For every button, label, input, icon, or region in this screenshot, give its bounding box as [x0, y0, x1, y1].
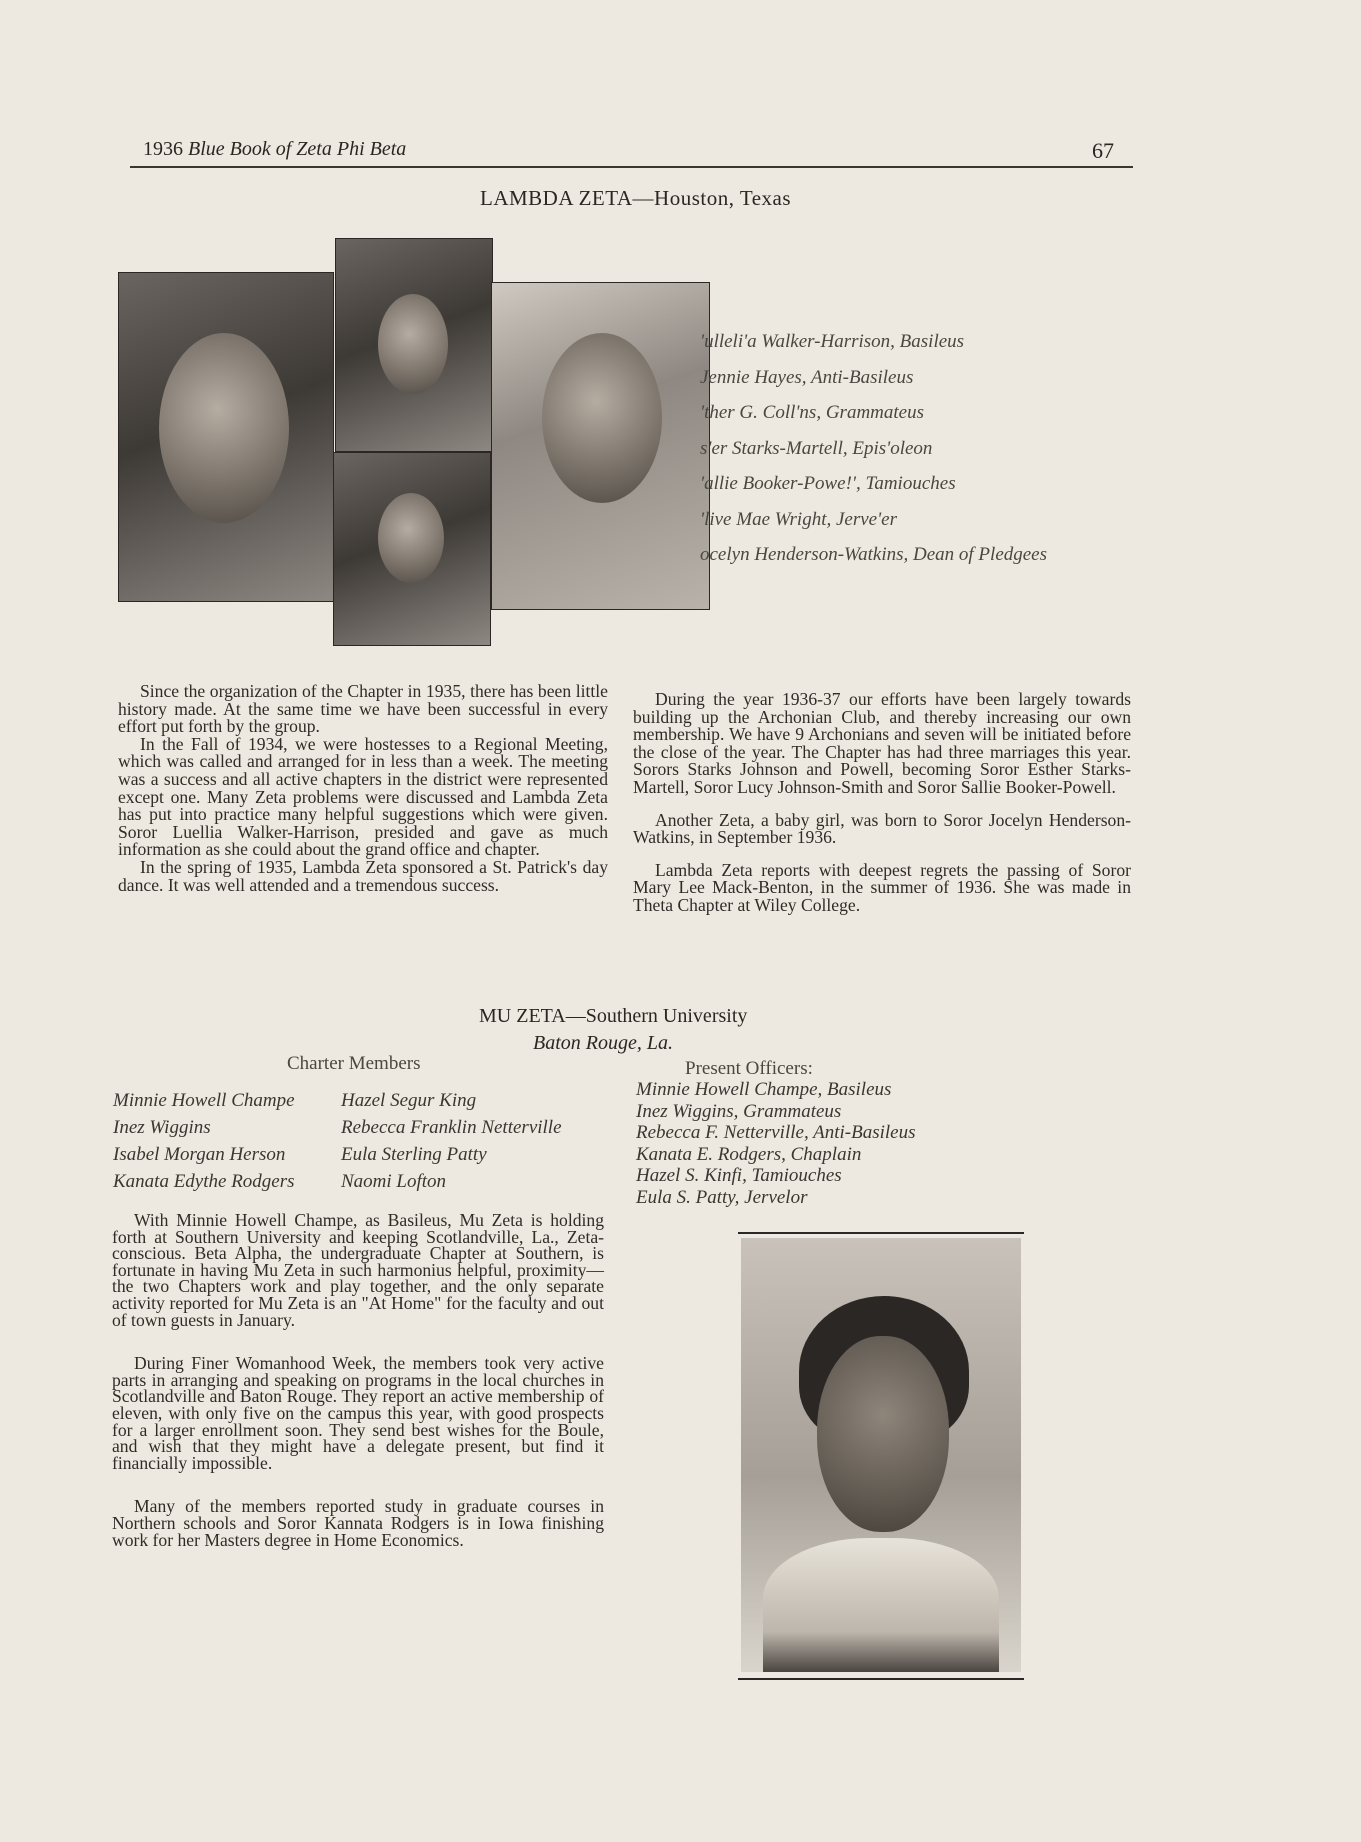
charter-member: Isabel Morgan Herson: [113, 1144, 286, 1165]
paragraph: Since the organization of the Chapter in 1935, there has been little history made. At the same time we have been successful in every effort put forth by the group.: [118, 681, 608, 737]
officer-line: Hazel S. Kinfi, Tamiouches: [636, 1165, 842, 1186]
paragraph: With Minnie Howell Champe, as Basileus, Mu Zeta is holding forth at Southern University and keeping Scotlandville, La., Zeta-conscious. Beta Alpha, the undergraduate Chapter at Southern, is fortunate in having Mu Zeta in such harmonius helpful, proximity—the two Chapters work and play together, and the only separate activity reported for Mu Zeta is an "At Home" for the faculty and out of town guests in January.: [112, 1210, 604, 1330]
paragraph: In the Fall of 1934, we were hostesses to a Regional Meeting, which was called and arranged for in less than a week. The meeting was a success and all active chapters in the district were represented except one. Many Zeta problems were discussed and Lambda Zeta has put into practice many helpful suggestions which were given. Soror Luellia Walker-Harrison, presided and gave as much information as she could about the grand office and chapter.: [118, 733, 608, 860]
officer-line: Inez Wiggins, Grammateus: [636, 1100, 842, 1122]
mu-zeta-location: Baton Rouge, La.: [533, 1032, 673, 1054]
header-divider: [130, 166, 1133, 168]
paragraph: In the spring of 1935, Lambda Zeta sponsored a St. Patrick's day dance. It was well attended and a tremendous success.: [118, 856, 608, 895]
lambda-zeta-right-column: [633, 691, 1131, 930]
running-header: [143, 138, 406, 161]
officer-line: 'ther G. Coll'ns, Grammateus: [700, 402, 924, 423]
member-photo-left: [118, 272, 334, 602]
present-officers-heading: Present Officers:: [685, 1058, 813, 1079]
paragraph: Lambda Zeta reports with deepest regrets the passing of Soror Mary Lee Mack-Benton, in the summer of 1936. She was made in Theta Chapter at Wiley College.: [633, 859, 1131, 915]
paragraph: Many of the members reported study in graduate courses in Northern schools and Soror Kannata Rodgers is in Iowa finishing work for her Masters degree in Home Economics.: [112, 1496, 604, 1550]
lambda-zeta-officers: [700, 324, 1047, 573]
charter-member: Rebecca Franklin Netterville: [341, 1117, 562, 1138]
charter-member: Kanata Edythe Rodgers: [113, 1171, 295, 1192]
officer-line: Eula S. Patty, Jervelor: [636, 1186, 808, 1208]
basileus-portrait: [741, 1238, 1021, 1672]
lambda-zeta-title: LAMBDA ZETA—Houston, Texas: [480, 186, 792, 210]
charter-member: Inez Wiggins: [113, 1117, 211, 1138]
charter-members-heading: Charter Members: [287, 1053, 421, 1074]
charter-member: Minnie Howell Champe: [113, 1090, 295, 1111]
officer-line: 'allie Booker-Powe!', Tamiouches: [700, 473, 956, 494]
page-number: 67: [1092, 138, 1114, 163]
officer-line: Minnie Howell Champe, Basileus: [636, 1079, 892, 1100]
officer-line: ocelyn Henderson-Watkins, Dean of Pledgees: [700, 544, 1048, 565]
paragraph: During Finer Womanhood Week, the members took very active parts in arranging and speaking on programs in the local churches in Scotlandville and Baton Rouge. They report an active membership of eleven, with only five on the campus this year, with good prospects for a larger enrollment soon. They send best wishes for the Boule, and wish that they might have a delegate present, but find it financially impossible.: [112, 1353, 604, 1473]
officer-line: 'live Mae Wright, Jerve'er: [700, 508, 897, 530]
charter-member: Naomi Lofton: [341, 1171, 447, 1192]
charter-member: Eula Sterling Patty: [341, 1144, 487, 1165]
paragraph: During the year 1936-37 our efforts have been largely towards building up the Archonian Club, and thereby increasing our own membership. We have 9 Archonians and seven will be initiated before the close of the year. The Chapter has had three marriages this year. Sorors Starks Johnson and Powell, becoming Soror Esther Starks-Martell, Soror Lucy Johnson-Smith and Soror Sallie Booker-Powell.: [633, 689, 1131, 797]
paragraph: Another Zeta, a baby girl, was born to Soror Jocelyn Henderson-Watkins, in September 1936.: [633, 809, 1131, 848]
mu-zeta-title: MU ZETA—Southern University: [479, 1005, 748, 1027]
member-photo-right: [491, 282, 710, 610]
officer-line: Jennie Hayes, Anti-Basileus: [700, 366, 914, 388]
officer-line: 'ulleli'a Walker-Harrison, Basileus: [700, 331, 965, 352]
lambda-zeta-left-column: [118, 683, 608, 894]
member-photo-bottom-center: [333, 452, 491, 646]
mu-zeta-body: [112, 1212, 604, 1575]
charter-member: Hazel Segur King: [341, 1090, 477, 1111]
officer-line: Kanata E. Rodgers, Chaplain: [636, 1143, 862, 1165]
header-year: 1936: [143, 138, 183, 160]
header-publication: Blue Book of Zeta Phi Beta: [188, 138, 407, 160]
mu-zeta-present-officers: [636, 1079, 915, 1208]
officer-line: Rebecca F. Netterville, Anti-Basileus: [636, 1122, 916, 1143]
officer-line: s'er Starks-Martell, Epis'oleon: [700, 437, 933, 459]
member-photo-top-center: [335, 238, 493, 452]
